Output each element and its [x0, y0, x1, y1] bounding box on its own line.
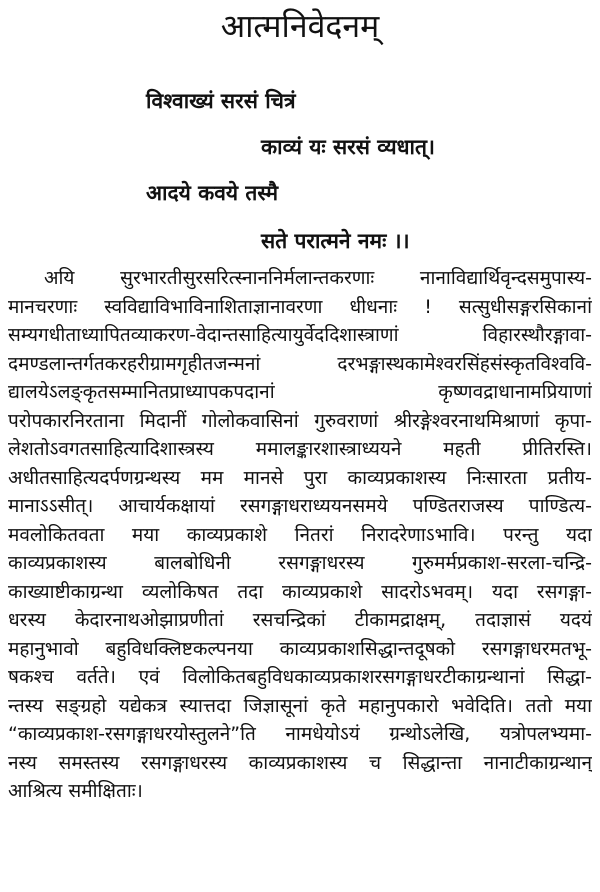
prose-line: काख्याष्टीकाग्रन्था व्यलोकिषत तदा काव्यप्रकाशे सादरोऽभवम्। यदा रसगङ्गा- — [8, 580, 592, 603]
verse-line-1: विश्वाख्यं सरसं चित्रं — [146, 89, 296, 113]
prose-line: द्यालयेऽलङ्कृतसम्मानितप्राध्यापकपदानां कृष्णवद्राधानामप्रियाणां — [8, 381, 592, 403]
prose-line: महानुभावो बहुविधक्लिष्टकल्पनया काव्यप्रकाशसिद्धान्तदूषको रसगङ्गाधरमतभू- — [8, 637, 592, 660]
prose-line: दमण्डलान्तर्गतकरहरीग्रामगृहीतजन्मनां दरभङ्गास्थकामेश्वरसिंहसंस्कृतविश्ववि- — [8, 352, 592, 375]
prose-line: “काव्यप्रकाश-रसगङ्गाधरयोस्तुलने”ति नामधेयोऽयं ग्रन्थोऽलेखि, यत्रोपलभ्यमा- — [8, 723, 592, 745]
prose-line: मानाऽऽसीत्। आचार्यकक्षायां रसगङ्गाधराध्ययनसमये पण्डितराजस्य पाण्डित्य- — [8, 495, 592, 517]
prose-line: परोपकारनिरताना मिदानीं गोलोकवासिनां गुरुवराणां श्रीरङ्गेश्वरनाथमिश्राणां कृपा- — [8, 409, 592, 432]
prose-paragraph — [8, 264, 592, 806]
verse-line-4: सते परात्मने नमः ।। — [261, 229, 410, 253]
prose-line: नस्य समस्तस्य रसगङ्गाधरस्य काव्यप्रकाशस्य च सिद्धान्ता नानाटीकाग्रन्थान् — [8, 751, 592, 774]
prose-line: न्तस्य सङ्ग्रहो यद्येकत्र स्यात्तदा जिज्ञासूनां कृते महानुपकारो भवेदिति। ततो मया — [8, 694, 592, 717]
prose-line: अधीतसाहित्यदर्पणग्रन्थस्य मम मानसे पुरा काव्यप्रकाशस्य निःसारता प्रतीय- — [8, 466, 592, 489]
prose-line: आश्रित्य समीक्षिताः। — [8, 780, 143, 802]
prose-line: मानचरणाः स्वविद्याविभाविनाशिताज्ञानावरणा धीधनाः ! सत्सुधीसङ्गरसिकानां — [8, 295, 592, 318]
prose-line: षकश्च वर्तते। एवं विलोकितबहुविधकाव्यप्रकाशरसगङ्गाधरटीकाग्रन्थानां सिद्धा- — [8, 666, 592, 688]
verse-line-2: काव्यं यः सरसं व्यधात्। — [261, 135, 435, 159]
prose-line: मवलोकितवता मया काव्यप्रकाशे नितरां निरादरेणाऽभावि। परन्तु यदा — [8, 523, 592, 546]
page-title: आत्मनिवेदनम् — [220, 7, 380, 45]
verse-line-3: आदये कवये तस्मै — [146, 181, 279, 205]
prose-line: सम्यगधीताध्यापितव्याकरण-वेदान्तसाहित्यायुर्वेददिशास्त्राणां विहारस्थौरङ्गावा- — [8, 324, 592, 346]
prose-line: अयि सुरभारतीसुरसरित्स्नाननिर्मलान्तकरणाः नानाविद्यार्थिवृन्दसमुपास्य- — [44, 267, 592, 289]
prose-line: धरस्य केदारनाथओझाप्रणीतां रसचन्द्रिकां टीकामद्राक्षम्, तदाज्ञासं यदयं — [8, 609, 592, 631]
prose-line: काव्यप्रकाशस्य बालबोधिनी रसगङ्गाधरस्य गुरुमर्मप्रकाश-सरला-चन्द्रि- — [8, 552, 592, 574]
prose-line: लेशतोऽवगतसाहित्यादिशास्त्रस्य ममालङ्कारशास्त्राध्ययने महती प्रीतिरस्ति। — [8, 438, 592, 460]
